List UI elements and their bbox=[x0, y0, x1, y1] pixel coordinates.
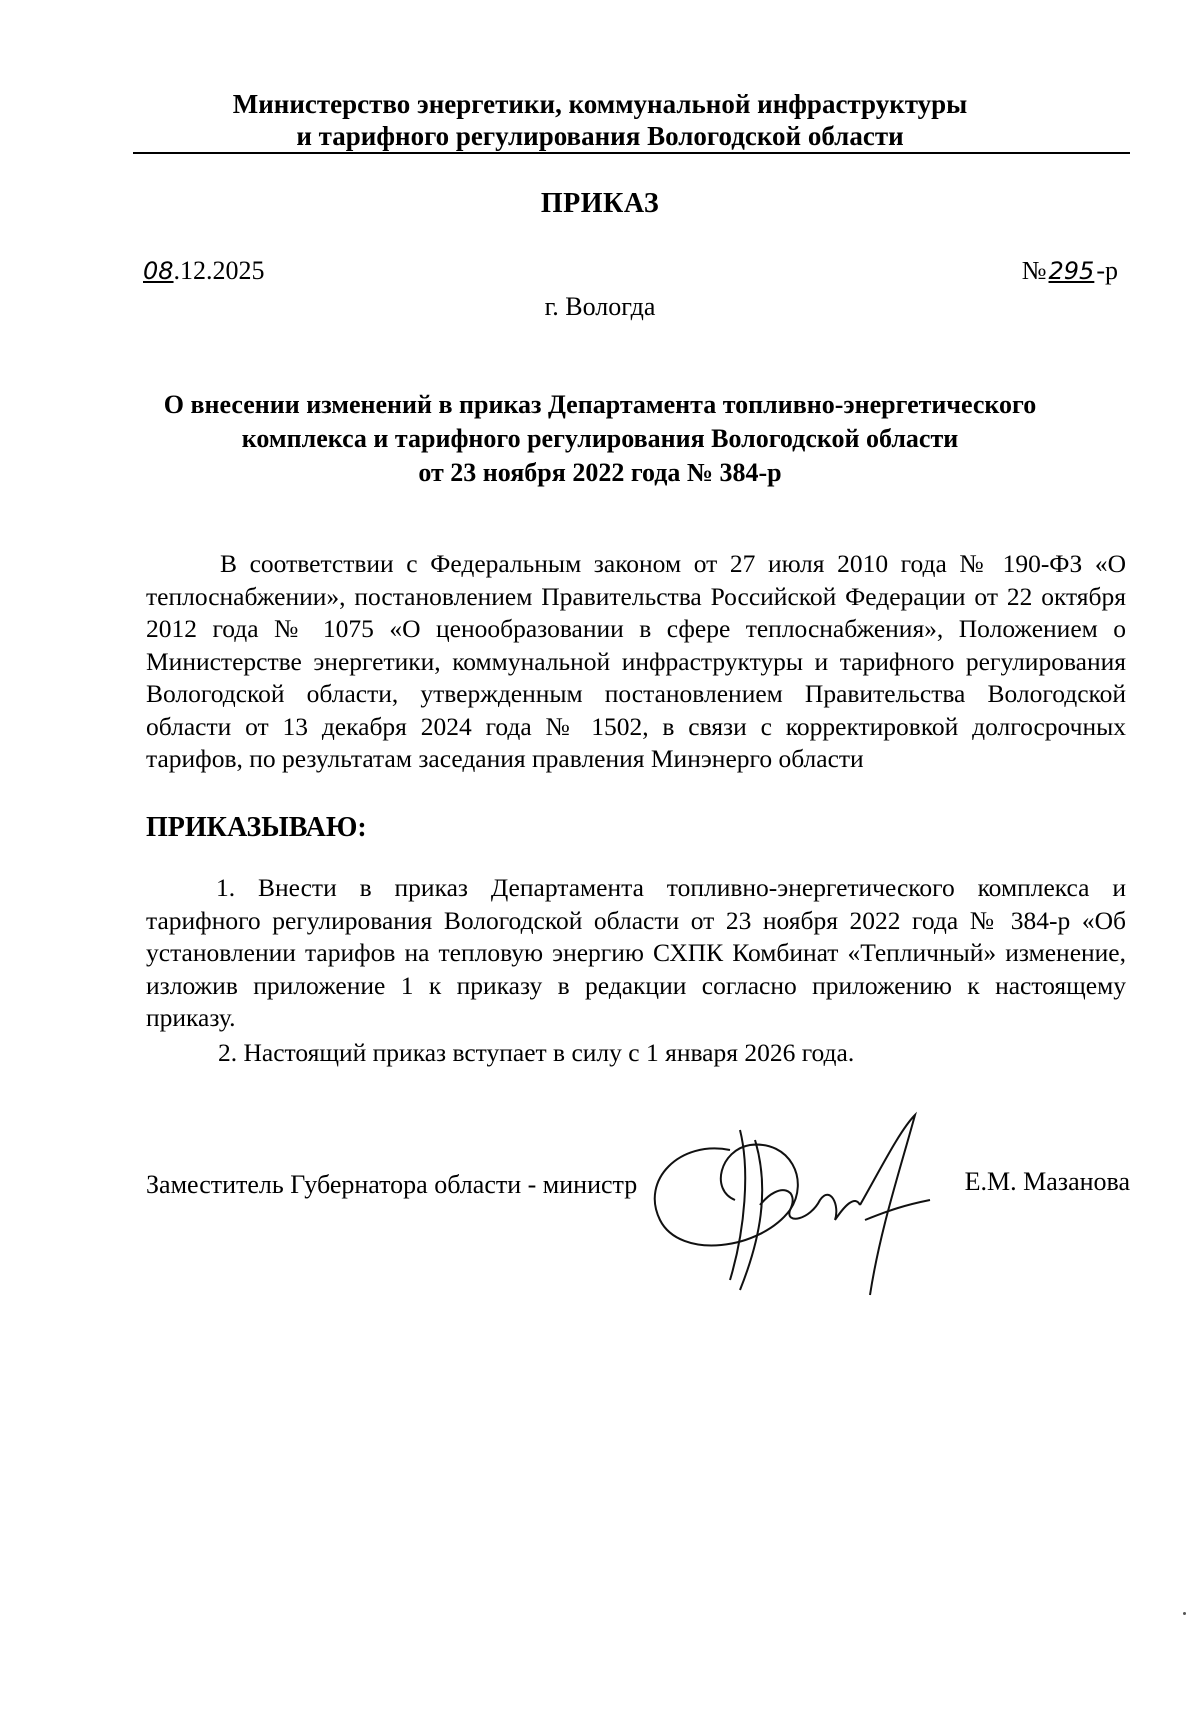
document-type-title: ПРИКАЗ bbox=[540, 188, 660, 219]
handwritten-signature bbox=[640, 1110, 980, 1300]
document-number bbox=[1022, 256, 1118, 286]
scan-speck bbox=[1183, 1612, 1186, 1615]
preamble-paragraph: В соответствии с Федеральным законом от 27 июля 2010 года № 190-ФЗ «О теплоснабжении», постановлением Правительства Российской Федерации от 22 октября 2012 года № 1075 «О ценообразовании в сфере теплоснабжения», Положением о Министерстве энергетики, коммунальной инфраструктуры и тарифного регулирования Вологодской области, утвержденным постановлением Правительства Вологодской области от 13 декабря 2024 года № 1502, в связи с корректировкой долгосрочных тарифов, по результатам заседания правления Минэнерго области bbox=[146, 549, 1126, 773]
city: г. Вологда bbox=[544, 292, 656, 321]
document-date bbox=[143, 256, 265, 286]
date-rest: .12.2025 bbox=[173, 256, 265, 285]
document-subject bbox=[0, 388, 1200, 490]
order-item-2: 2. Настоящий приказ вступает в силу с 1 января 2026 года. bbox=[218, 1038, 855, 1067]
signer-position: Заместитель Губернатора области - министр bbox=[146, 1170, 638, 1199]
number-prefix: № bbox=[1021, 256, 1047, 285]
ministry-name-line1: Министерство энергетики, коммунальной инфраструктуры bbox=[232, 89, 968, 119]
date-day-handwritten: 08 bbox=[143, 257, 174, 285]
subject-line2: комплекса и тарифного регулирования Вологодской области bbox=[241, 424, 959, 453]
order-word: ПРИКАЗЫВАЮ: bbox=[146, 812, 367, 843]
signer-name: Е.М. Мазанова bbox=[964, 1167, 1130, 1196]
subject-line1: О внесении изменений в приказ Департамента топливно-энергетического bbox=[163, 390, 1037, 419]
number-handwritten: 295 bbox=[1048, 257, 1095, 285]
order-item-1: 1. Внести в приказ Департамента топливно-энергетического комплекса и тарифного регулирования Вологодской области от 23 ноября 2022 года № 384-р «Об установлении тарифов на тепловую энергию СХПК Комбинат «Тепличный» изменение, изложив приложение 1 к приказу в редакции согласно приложению к настоящему приказу. bbox=[146, 873, 1126, 1032]
ministry-name-line2: и тарифного регулирования Вологодской области bbox=[296, 121, 904, 151]
number-suffix: -р bbox=[1096, 256, 1118, 285]
subject-line3: от 23 ноября 2022 года № 384-р bbox=[418, 458, 782, 487]
header-divider bbox=[133, 152, 1130, 154]
